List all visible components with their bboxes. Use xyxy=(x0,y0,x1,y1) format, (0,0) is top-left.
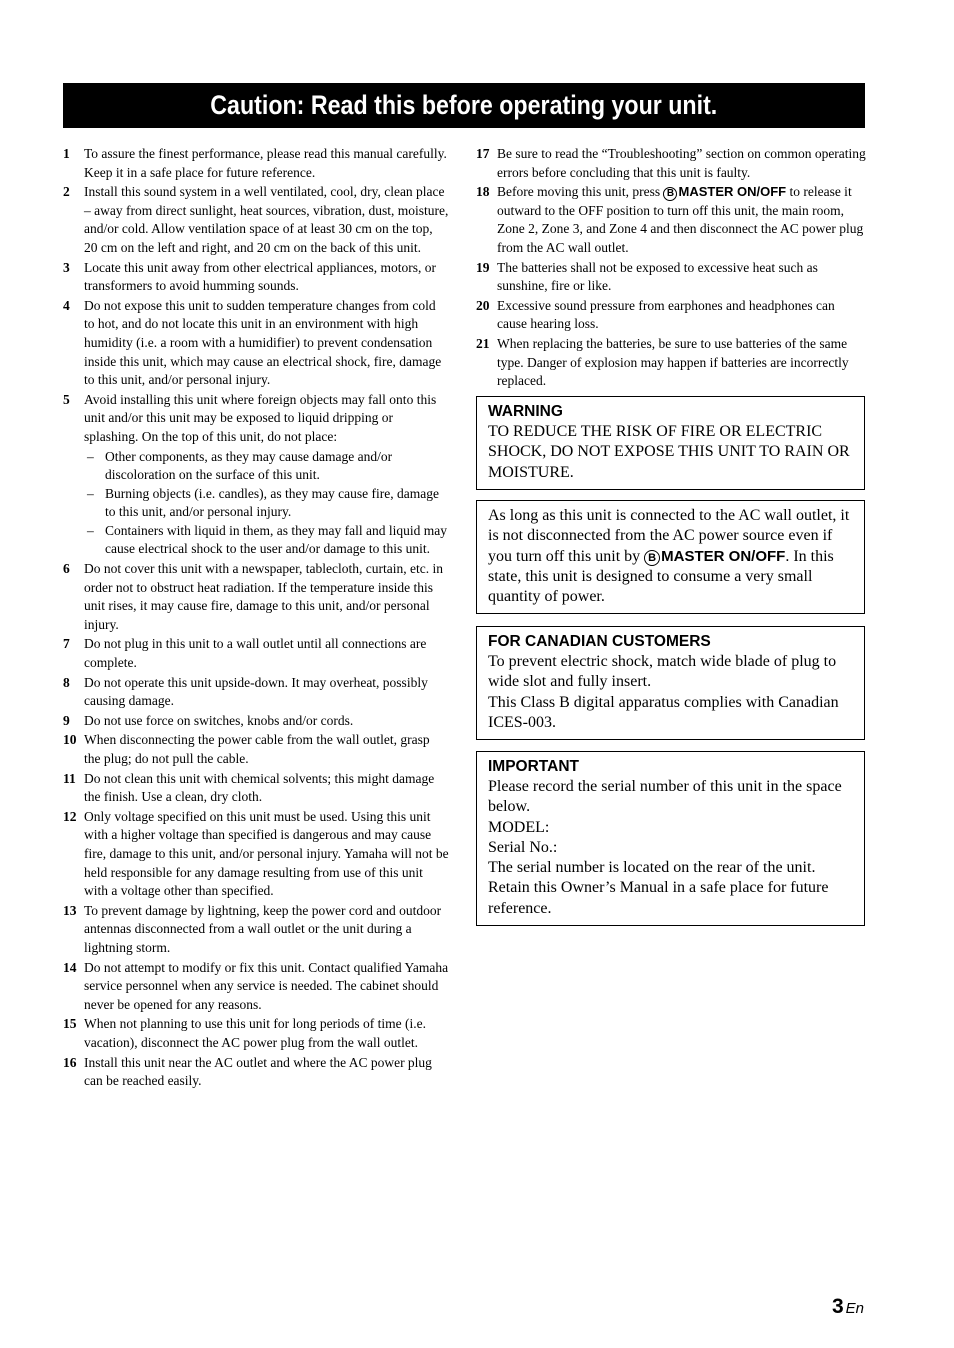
list-item xyxy=(476,335,866,391)
list-item xyxy=(63,560,449,634)
item-text: To prevent damage by lightning, keep the power cord and outdoor antennas disconnected from a wall outlet or the unit during a lightning storm. xyxy=(84,902,442,955)
item-text: Be sure to read the “Troubleshooting” section on common operating errors before concluding that this unit is faulty. xyxy=(497,146,866,180)
important-heading: IMPORTANT xyxy=(488,758,579,775)
list-item xyxy=(63,145,449,182)
item-text-pre: Before moving this unit, press xyxy=(497,184,664,200)
item-text: Install this unit near the AC outlet and where the AC power plug can be reached easily. xyxy=(84,1054,432,1089)
master-b-icon: B xyxy=(644,550,660,566)
warning-text: TO REDUCE THE RISK OF FIRE OR ELECTRIC SHOCK, DO NOT EXPOSE THIS UNIT TO RAIN OR MOISTURE. xyxy=(488,423,850,481)
important-text-2: The serial number is located on the rear of the unit. Retain this Owner’s Manual in a safe place for future reference. xyxy=(488,859,829,917)
sub-item-text: Other components, as they may cause damage and/or discoloration on the surface of this unit. xyxy=(105,448,393,483)
page-language: En xyxy=(845,1300,864,1317)
canadian-customers-box xyxy=(476,626,865,740)
item-number: 21 xyxy=(476,335,490,351)
item-text: Do not clean this unit with chemical solvents; this might damage the finish. Use a clean, dry cloth. xyxy=(84,770,435,805)
dash: – xyxy=(87,448,94,464)
sub-item-text: Burning objects (i.e. candles), as they may cause fire, damage to this unit, and/or personal injury. xyxy=(105,485,439,520)
item-text: Avoid installing this unit where foreign objects may fall onto this unit and/or this unit may be exposed to liquid dripping or splashing. On the top of this unit, do not place: xyxy=(84,391,437,444)
item-number: 12 xyxy=(63,808,77,824)
sub-list-item xyxy=(63,485,449,522)
serial-label: Serial No.: xyxy=(488,838,558,856)
item-number: 5 xyxy=(63,391,70,407)
list-item xyxy=(476,297,866,334)
list-item xyxy=(476,259,866,296)
item-number: 8 xyxy=(63,674,70,690)
item-number: 4 xyxy=(63,297,70,313)
item-text-post: to release it outward to the OFF position to turn off this unit, the main room, Zone 2, Zone 3, and Zone 4 and then disconnect the AC power plug from the AC wall outlet. xyxy=(497,184,864,255)
item-text: Do not expose this unit to sudden temperature changes from cold to hot, and do not locate this unit in an environment with high humidity (i.e. a room with a humidifier) to prevent condensation inside this unit, which may cause an electrical shock, fire, damage to this unit, and/or personal injury. xyxy=(84,297,442,388)
important-box xyxy=(476,751,865,926)
list-item xyxy=(63,731,449,768)
item-text: The batteries shall not be exposed to excessive heat such as sunshine, fire or like. xyxy=(497,259,818,294)
item-number: 11 xyxy=(63,770,76,786)
item-number: 10 xyxy=(63,732,77,748)
power-notice-box xyxy=(476,500,865,614)
dash: – xyxy=(87,485,94,501)
list-item xyxy=(476,145,866,182)
item-number: 6 xyxy=(63,561,70,577)
item-text: Do not operate this unit upside-down. It may overheat, possibly causing damage. xyxy=(84,674,428,709)
list-item xyxy=(63,770,449,807)
model-label: MODEL: xyxy=(488,818,550,836)
warning-heading: WARNING xyxy=(488,403,563,420)
list-item xyxy=(476,183,866,257)
item-number: 16 xyxy=(63,1054,77,1070)
page-number xyxy=(832,1295,864,1319)
left-column xyxy=(63,145,449,1092)
list-item xyxy=(63,1054,449,1091)
item-text: When replacing the batteries, be sure to use batteries of the same type. Danger of explosion may happen if batteries are incorrectly replaced. xyxy=(497,335,849,389)
item-number: 13 xyxy=(63,902,77,918)
list-item xyxy=(63,959,449,1015)
important-text-1: Please record the serial number of this unit in the space below. xyxy=(488,778,842,816)
power-text-post: . In this state, this unit is designed to consume a very small quantity of power. xyxy=(488,547,834,606)
item-text: Only voltage specified on this unit must be used. Using this unit with a higher voltage than specified is dangerous and may cause fire, damage to this unit, and/or personal injury. Yamaha will not be held responsible for any damage resulting from use of this unit with a voltage other than specified. xyxy=(84,808,449,899)
item-number: 1 xyxy=(63,146,70,161)
item-number: 18 xyxy=(476,184,490,200)
item-text: To assure the finest performance, please read this manual carefully. Keep it in a safe place for future reference. xyxy=(84,146,447,180)
item-number: 7 xyxy=(63,636,70,652)
item-number: 19 xyxy=(476,259,490,275)
item-text: Do not cover this unit with a newspaper, tablecloth, curtain, etc. in order not to obstruct heat radiation. If the temperature inside this unit rises, it may cause fire, damage to this unit, and/or personal injury. xyxy=(84,561,443,632)
list-item xyxy=(63,712,449,731)
master-on-off-key: MASTER ON/OFF xyxy=(678,184,787,200)
item-number: 17 xyxy=(476,146,490,161)
item-text: Do not use force on switches, knobs and/or cords. xyxy=(84,712,354,728)
sub-list-item xyxy=(63,522,449,559)
item-number: 9 xyxy=(63,712,70,728)
list-item xyxy=(63,808,449,901)
master-b-icon: B xyxy=(663,187,677,201)
warning-box xyxy=(476,396,865,490)
list-item xyxy=(63,1015,449,1052)
list-item xyxy=(63,391,449,447)
item-number: 2 xyxy=(63,184,70,200)
item-number: 20 xyxy=(476,297,490,313)
item-text: Locate this unit away from other electrical appliances, motors, or transformers to avoid humming sounds. xyxy=(84,259,436,294)
item-number: 14 xyxy=(63,959,77,975)
canadian-text-2: This Class B digital apparatus complies with Canadian ICES-003. xyxy=(488,693,839,731)
sub-list-item xyxy=(63,448,449,485)
list-item xyxy=(63,635,449,672)
item-text: Install this sound system in a well ventilated, cool, dry, clean place – away from direct sunlight, heat sources, vibration, dust, moisture, and/or cold. Allow ventilation space of at least 30 cm on the top, 20 cm on the left and right, and 20 cm on the back of this unit. xyxy=(84,184,449,255)
list-item xyxy=(63,183,449,257)
canadian-heading: FOR CANADIAN CUSTOMERS xyxy=(488,633,711,650)
page-title xyxy=(63,83,865,128)
item-text: Excessive sound pressure from earphones and headphones can cause hearing loss. xyxy=(497,297,835,332)
power-text-pre: As long as this unit is connected to the AC wall outlet, it is not disconnected from the AC power source even if you turn off this unit by xyxy=(488,507,850,565)
page-title-text: Caution: Read this before operating your unit. xyxy=(210,90,718,120)
sub-item-text: Containers with liquid in them, as they may fall and liquid may cause electrical shock to the user and/or damage to this unit. xyxy=(105,522,447,557)
item-text: Do not plug in this unit to a wall outlet until all connections are complete. xyxy=(84,636,427,671)
page-number-value: 3 xyxy=(831,1295,844,1318)
item-text: Do not attempt to modify or fix this unit. Contact qualified Yamaha service personnel when any service is needed. The cabinet should never be opened for any reasons. xyxy=(84,959,449,1012)
item-text: When disconnecting the power cable from the wall outlet, grasp the plug; do not pull the cable. xyxy=(84,732,430,766)
item-number: 3 xyxy=(63,259,70,275)
list-item xyxy=(63,297,449,390)
list-item xyxy=(63,674,449,711)
list-item xyxy=(63,259,449,296)
item-text: When not planning to use this unit for long periods of time (i.e. vacation), disconnect the AC power plug from the wall outlet. xyxy=(84,1016,426,1050)
dash: – xyxy=(87,522,94,538)
master-on-off-key: MASTER ON/OFF xyxy=(661,547,786,565)
right-column xyxy=(476,145,866,392)
item-number: 15 xyxy=(63,1016,77,1032)
list-item xyxy=(63,902,449,958)
canadian-text-1: To prevent electric shock, match wide blade of plug to wide slot and fully insert. xyxy=(488,653,837,691)
